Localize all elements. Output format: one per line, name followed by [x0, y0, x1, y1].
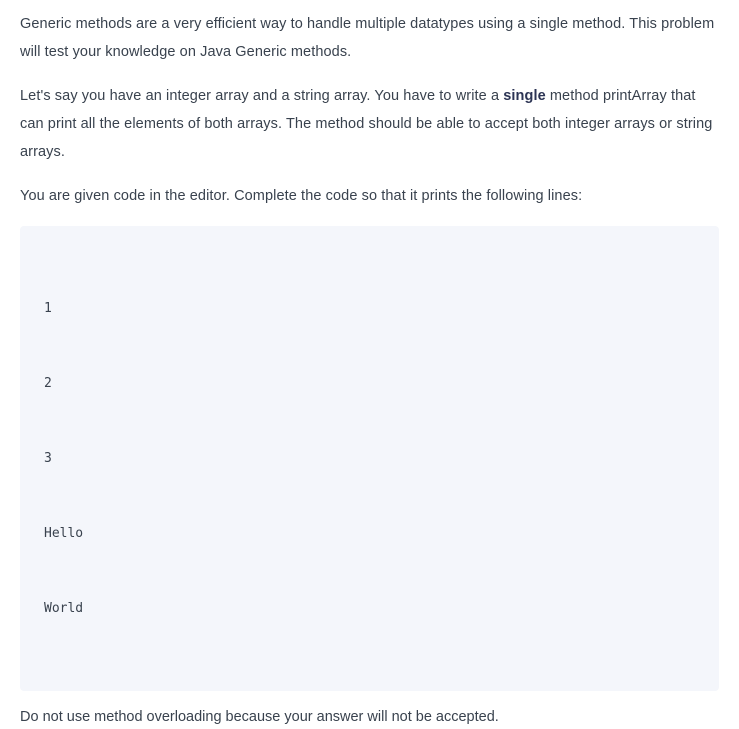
requirements-paragraph — [20, 82, 719, 166]
intro-paragraph-text: Generic methods are a very efficient way to handle multiple datatypes using a single method. This problem will test your knowledge on Java Generic methods. — [20, 16, 715, 60]
single-emphasis: single — [503, 88, 546, 104]
code-output-line: 1 — [44, 301, 52, 316]
requirements-text-after: method printArray that can print all the elements of both arrays. The method should be able to accept both integer arrays or string arrays. — [20, 88, 713, 160]
code-output-line: 3 — [44, 451, 52, 466]
closing-note: Do not use method overloading because your answer will not be accepted. — [20, 709, 499, 725]
requirements-text-before: Let's say you have an integer array and a string array. You have to write a — [20, 88, 504, 104]
code-output-line: World — [44, 601, 84, 616]
editor-instruction-text: You are given code in the editor. Complete the code so that it prints the following lines: — [20, 188, 583, 204]
code-output-line: Hello — [44, 526, 84, 541]
code-output-line: 2 — [44, 376, 52, 391]
expected-output-codeblock — [20, 226, 719, 691]
editor-instruction-paragraph — [20, 182, 719, 210]
intro-paragraph — [20, 10, 719, 66]
